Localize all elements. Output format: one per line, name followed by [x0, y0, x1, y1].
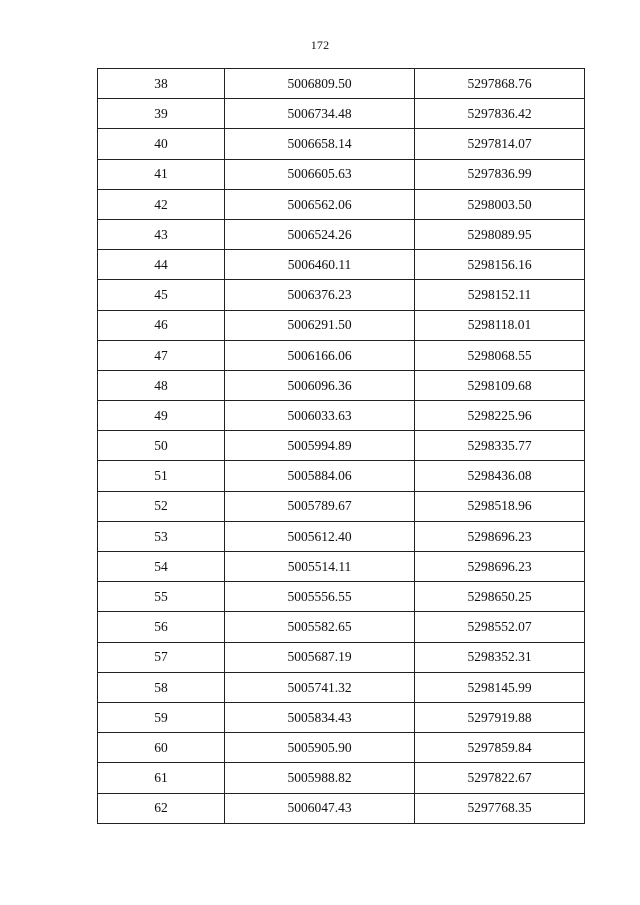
x-coordinate-cell: 5005834.43	[225, 702, 415, 732]
x-coordinate-cell: 5006734.48	[225, 99, 415, 129]
y-coordinate-cell: 5298109.68	[415, 370, 585, 400]
table-row	[98, 129, 585, 159]
table-row	[98, 370, 585, 400]
x-coordinate-cell: 5005884.06	[225, 461, 415, 491]
y-coordinate-cell: 5298145.99	[415, 672, 585, 702]
table-row	[98, 219, 585, 249]
table-row	[98, 702, 585, 732]
x-coordinate-cell: 5006047.43	[225, 793, 415, 823]
x-coordinate-cell: 5005994.89	[225, 431, 415, 461]
y-coordinate-cell: 5298518.96	[415, 491, 585, 521]
coordinates-table-body	[98, 69, 585, 824]
point-number-cell: 47	[98, 340, 225, 370]
y-coordinate-cell: 5297814.07	[415, 129, 585, 159]
y-coordinate-cell: 5298152.11	[415, 280, 585, 310]
point-number-cell: 42	[98, 189, 225, 219]
table-row	[98, 401, 585, 431]
point-number-cell: 39	[98, 99, 225, 129]
y-coordinate-cell: 5297836.42	[415, 99, 585, 129]
point-number-cell: 44	[98, 250, 225, 280]
point-number-cell: 62	[98, 793, 225, 823]
point-number-cell: 45	[98, 280, 225, 310]
y-coordinate-cell: 5297836.99	[415, 159, 585, 189]
x-coordinate-cell: 5006605.63	[225, 159, 415, 189]
table-row	[98, 642, 585, 672]
point-number-cell: 41	[98, 159, 225, 189]
point-number-cell: 57	[98, 642, 225, 672]
x-coordinate-cell: 5005687.19	[225, 642, 415, 672]
table-row	[98, 672, 585, 702]
y-coordinate-cell: 5298225.96	[415, 401, 585, 431]
table-row	[98, 99, 585, 129]
point-number-cell: 38	[98, 69, 225, 99]
point-number-cell: 59	[98, 702, 225, 732]
x-coordinate-cell: 5005905.90	[225, 733, 415, 763]
point-number-cell: 48	[98, 370, 225, 400]
table-row	[98, 793, 585, 823]
table-row	[98, 612, 585, 642]
x-coordinate-cell: 5006460.11	[225, 250, 415, 280]
table-row	[98, 733, 585, 763]
table-row	[98, 552, 585, 582]
point-number-cell: 46	[98, 310, 225, 340]
table-row	[98, 763, 585, 793]
table-row	[98, 189, 585, 219]
point-number-cell: 55	[98, 582, 225, 612]
x-coordinate-cell: 5005514.11	[225, 552, 415, 582]
coordinates-table	[97, 68, 585, 824]
table-row	[98, 250, 585, 280]
point-number-cell: 49	[98, 401, 225, 431]
x-coordinate-cell: 5006166.06	[225, 340, 415, 370]
x-coordinate-cell: 5005988.82	[225, 763, 415, 793]
point-number-cell: 43	[98, 219, 225, 249]
x-coordinate-cell: 5006658.14	[225, 129, 415, 159]
y-coordinate-cell: 5298696.23	[415, 521, 585, 551]
y-coordinate-cell: 5298003.50	[415, 189, 585, 219]
table-row	[98, 280, 585, 310]
y-coordinate-cell: 5298436.08	[415, 461, 585, 491]
x-coordinate-cell: 5005582.65	[225, 612, 415, 642]
x-coordinate-cell: 5005789.67	[225, 491, 415, 521]
y-coordinate-cell: 5298156.16	[415, 250, 585, 280]
table-row	[98, 461, 585, 491]
y-coordinate-cell: 5298089.95	[415, 219, 585, 249]
table-row	[98, 582, 585, 612]
x-coordinate-cell: 5006376.23	[225, 280, 415, 310]
table-row	[98, 491, 585, 521]
x-coordinate-cell: 5006562.06	[225, 189, 415, 219]
y-coordinate-cell: 5298696.23	[415, 552, 585, 582]
point-number-cell: 52	[98, 491, 225, 521]
y-coordinate-cell: 5297868.76	[415, 69, 585, 99]
y-coordinate-cell: 5297822.67	[415, 763, 585, 793]
table-row	[98, 159, 585, 189]
point-number-cell: 60	[98, 733, 225, 763]
y-coordinate-cell: 5298650.25	[415, 582, 585, 612]
table-row	[98, 310, 585, 340]
table-row	[98, 521, 585, 551]
point-number-cell: 40	[98, 129, 225, 159]
x-coordinate-cell: 5006291.50	[225, 310, 415, 340]
point-number-cell: 53	[98, 521, 225, 551]
x-coordinate-cell: 5005556.55	[225, 582, 415, 612]
point-number-cell: 51	[98, 461, 225, 491]
y-coordinate-cell: 5297859.84	[415, 733, 585, 763]
x-coordinate-cell: 5006033.63	[225, 401, 415, 431]
y-coordinate-cell: 5298068.55	[415, 340, 585, 370]
x-coordinate-cell: 5006096.36	[225, 370, 415, 400]
point-number-cell: 58	[98, 672, 225, 702]
point-number-cell: 56	[98, 612, 225, 642]
table-row	[98, 340, 585, 370]
x-coordinate-cell: 5005612.40	[225, 521, 415, 551]
y-coordinate-cell: 5298118.01	[415, 310, 585, 340]
point-number-cell: 61	[98, 763, 225, 793]
x-coordinate-cell: 5006809.50	[225, 69, 415, 99]
x-coordinate-cell: 5006524.26	[225, 219, 415, 249]
x-coordinate-cell: 5005741.32	[225, 672, 415, 702]
table-row	[98, 431, 585, 461]
y-coordinate-cell: 5298552.07	[415, 612, 585, 642]
y-coordinate-cell: 5298352.31	[415, 642, 585, 672]
table-row	[98, 69, 585, 99]
point-number-cell: 50	[98, 431, 225, 461]
point-number-cell: 54	[98, 552, 225, 582]
y-coordinate-cell: 5297919.88	[415, 702, 585, 732]
page-number: 172	[310, 38, 330, 52]
y-coordinate-cell: 5297768.35	[415, 793, 585, 823]
y-coordinate-cell: 5298335.77	[415, 431, 585, 461]
